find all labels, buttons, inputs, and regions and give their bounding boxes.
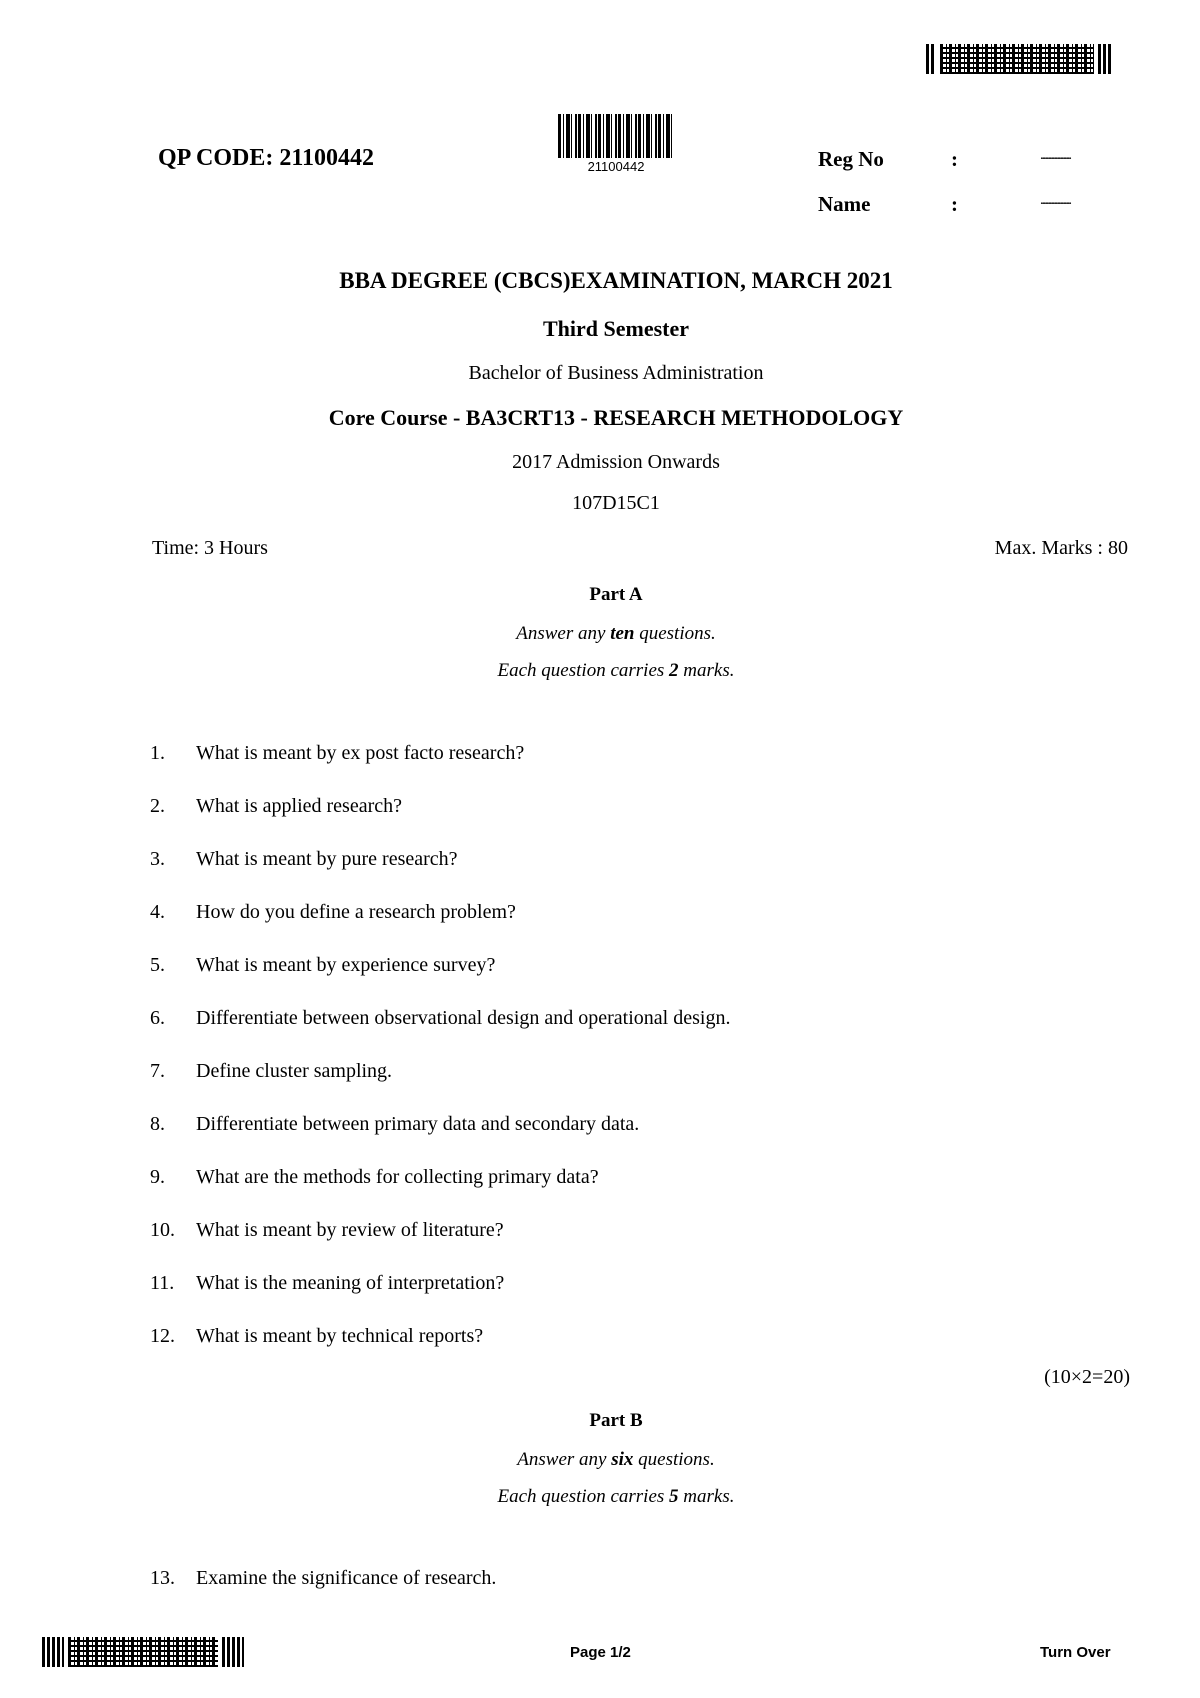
question-text: What is meant by ex post facto research? (196, 742, 525, 764)
admission-line: 2017 Admission Onwards (512, 451, 720, 473)
question-number: 5. (150, 954, 165, 976)
question-text: How do you define a research problem? (196, 901, 516, 923)
time-label: Time: 3 Hours (152, 537, 268, 559)
part-b-marks-value: 5 (669, 1486, 679, 1507)
turn-over-note: Turn Over (1040, 1644, 1111, 1661)
question-text: Examine the significance of research. (196, 1567, 497, 1589)
name-colon: : (951, 192, 958, 216)
part-b-marks-note: Each question carries 5 marks. (497, 1486, 735, 1507)
question-text: What is the meaning of interpretation? (196, 1272, 505, 1294)
paper-code: 107D15C1 (572, 492, 660, 514)
question-text: What is applied research? (196, 795, 403, 817)
qp-code: QP CODE: 21100442 (158, 145, 375, 171)
name-blank: .................... (1040, 193, 1070, 208)
question-text: What are the methods for collecting primary data? (196, 1166, 599, 1188)
question-text: Define cluster sampling. (196, 1060, 393, 1082)
name-label: Name (818, 192, 871, 216)
part-a-marks-value: 2 (669, 660, 679, 681)
bottom-left-barcode (42, 1637, 64, 1667)
reg-no-blank: .................... (1040, 148, 1070, 163)
part-b-heading: Part B (589, 1410, 643, 1431)
question-number: 10. (150, 1219, 175, 1241)
question-text: What is meant by experience survey? (196, 954, 496, 976)
question-number: 3. (150, 848, 165, 870)
part-a-total-marks: (10×2=20) (1044, 1366, 1130, 1388)
bottom-left-barcode-end (222, 1637, 244, 1667)
part-b-instruction: Answer any six questions. (517, 1449, 715, 1470)
qp-barcode (558, 114, 674, 158)
question-text: Differentiate between observational design and operational design. (196, 1007, 731, 1029)
question-text: What is meant by review of literature? (196, 1219, 504, 1241)
exam-title: BBA DEGREE (CBCS)EXAMINATION, MARCH 2021 (339, 268, 893, 293)
page-number: Page 1/2 (570, 1644, 631, 1661)
question-number: 8. (150, 1113, 165, 1135)
question-number: 7. (150, 1060, 165, 1082)
question-number: 9. (150, 1166, 165, 1188)
reg-no-colon: : (951, 147, 958, 171)
top-right-barcode-matrix (940, 44, 1094, 74)
programme-name: Bachelor of Business Administration (468, 362, 764, 384)
question-number: 12. (150, 1325, 175, 1347)
question-number: 4. (150, 901, 165, 923)
bottom-left-barcode-matrix (68, 1637, 218, 1667)
course-title: Core Course - BA3CRT13 - RESEARCH METHODOLOGY (328, 405, 904, 430)
semester-title: Third Semester (542, 316, 690, 341)
question-number: 6. (150, 1007, 165, 1029)
part-a-heading: Part A (589, 584, 643, 605)
part-a-marks-note: Each question carries 2 marks. (497, 660, 735, 681)
top-right-barcode (926, 44, 936, 74)
qp-barcode-caption: 21100442 (587, 159, 645, 174)
question-text: What is meant by pure research? (196, 848, 458, 870)
question-text: What is meant by technical reports? (196, 1325, 484, 1347)
top-right-barcode-end (1098, 44, 1112, 74)
question-number: 2. (150, 795, 165, 817)
part-a-instruction: Answer any ten questions. (516, 623, 716, 644)
part-b-count: six (611, 1449, 634, 1470)
max-marks-label: Max. Marks : 80 (994, 537, 1128, 559)
question-text: Differentiate between primary data and secondary data. (196, 1113, 640, 1135)
part-a-count: ten (610, 623, 635, 644)
question-number: 11. (150, 1272, 175, 1294)
question-number: 1. (150, 742, 165, 764)
reg-no-label: Reg No (818, 147, 884, 171)
question-number: 13. (150, 1567, 175, 1589)
